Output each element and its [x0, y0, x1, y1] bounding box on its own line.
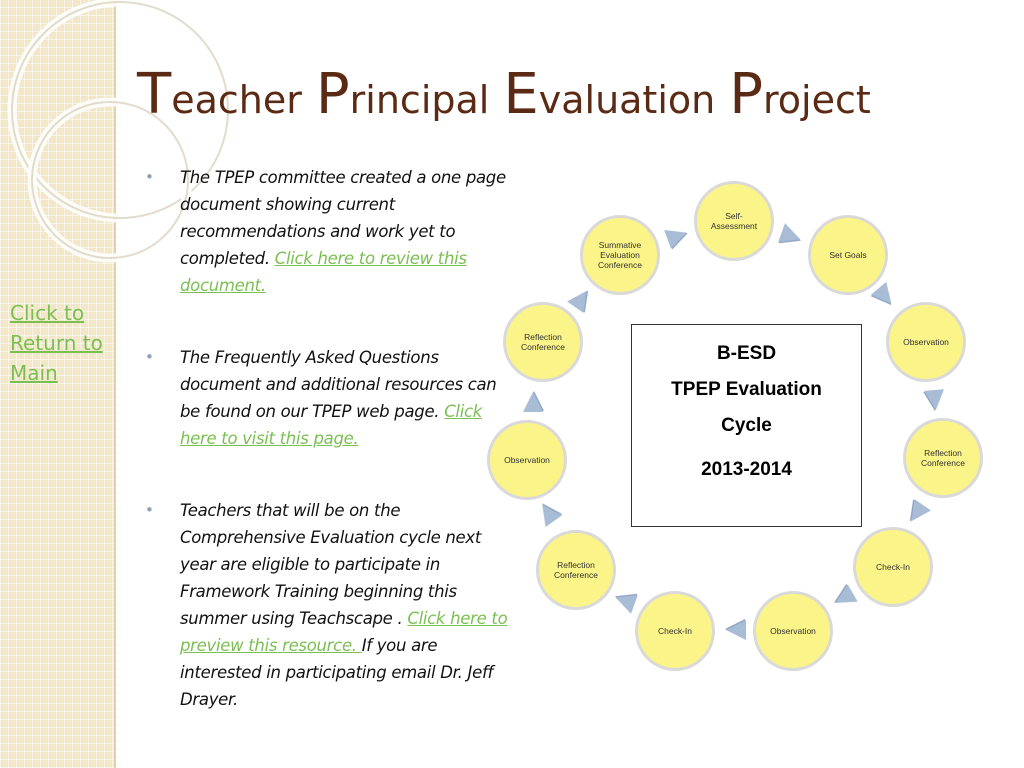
cycle-node-check-in-2: [635, 591, 715, 671]
bullet-dot-icon: •: [145, 168, 154, 186]
bullet-text: The TPEP committee created a one page document showing current recommendations and work yet to completed.: [180, 168, 506, 268]
title-cap-2: P: [315, 62, 350, 127]
center-line-1: B-ESD: [716, 343, 777, 364]
title-rest-3: valuation: [538, 78, 716, 122]
cycle-arrow-icon: [612, 588, 638, 614]
center-years: 2013-2014: [701, 459, 792, 480]
cycle-node-label: Observation: [903, 337, 949, 347]
cycle-arrow-icon: [830, 584, 857, 611]
bullet-item: [145, 344, 510, 452]
return-to-main-link[interactable]: Click to Return to Main: [10, 301, 103, 385]
cycle-node-reflection-3: [503, 302, 583, 382]
bullet-item: [145, 497, 510, 713]
center-line-2: TPEP Evaluation: [671, 379, 822, 400]
cycle-node-label: Set Goals: [829, 250, 867, 260]
cycle-node-summative: [580, 215, 660, 295]
bullet-text: The Frequently Asked Questions document and additional resources can be found on our TPEP web page.: [180, 348, 497, 421]
title-rest-4: roject: [763, 78, 871, 122]
cycle-center-box: [631, 324, 862, 527]
cycle-node-check-in-1: [853, 527, 933, 607]
cycle-arrow-icon: [726, 620, 746, 640]
review-document-link[interactable]: Click here to review this document.: [180, 249, 467, 295]
page-title: [137, 62, 871, 127]
cycle-node-reflection-2: [536, 530, 616, 610]
cycle-node-label: Check-In: [875, 562, 910, 572]
bullet-dot-icon: •: [145, 348, 154, 366]
title-cap-3: E: [503, 62, 539, 127]
cycle-node-label: Reflection Conference: [921, 448, 965, 468]
bullet-list: [145, 164, 510, 713]
bullet-dot-icon: •: [145, 501, 154, 519]
cycle-arrow-icon: [871, 282, 899, 310]
cycle-node-set-goals: [808, 215, 888, 295]
cycle-node-self-assessment: [694, 181, 774, 261]
cycle-node-label: Self-Assessment: [710, 211, 758, 231]
cycle-arrow-icon: [664, 223, 690, 249]
cycle-node-observation-1: [886, 302, 966, 382]
cycle-node-label: Observation: [504, 455, 550, 465]
cycle-arrow-icon: [778, 223, 804, 249]
cycle-node-label: Observation: [770, 626, 816, 636]
cycle-node-label: Summative Evaluation Conference: [598, 240, 642, 270]
cycle-node-observation-2: [753, 591, 833, 671]
cycle-node-reflection-1: [903, 418, 983, 498]
cycle-arrow-icon: [567, 285, 595, 313]
title-rest-1: eacher: [171, 78, 302, 122]
title-cap-1: T: [137, 62, 172, 127]
center-line-3: Cycle: [721, 415, 772, 436]
cycle-arrow-icon: [903, 499, 931, 527]
bullet-text: Teachers that will be on the Comprehensive Evaluation cycle next year are eligible to participate in Framework Training beginning this summer using Teachscape .: [180, 501, 482, 628]
preview-resource-link[interactable]: Click here to preview this resource.: [180, 609, 508, 655]
bullet-item: [145, 164, 510, 299]
cycle-node-label: Reflection Conference: [521, 332, 565, 352]
cycle-node-label: Reflection Conference: [554, 560, 598, 580]
cycle-arrow-icon: [523, 392, 543, 412]
title-cap-4: P: [729, 62, 764, 127]
title-rest-2: rincipal: [349, 78, 490, 122]
cycle-node-label: Check-In: [657, 626, 692, 636]
cycle-arrow-icon: [924, 389, 946, 411]
bullet-after-text: If you are interested in participating email Dr. Jeff Drayer.: [180, 636, 493, 709]
visit-page-link[interactable]: Click here to visit this page.: [180, 402, 483, 448]
cycle-arrow-icon: [534, 499, 562, 527]
